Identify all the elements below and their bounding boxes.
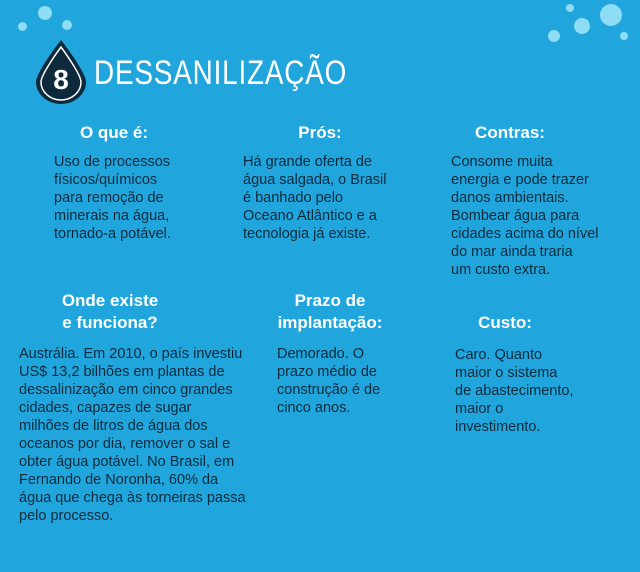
text-o-que-e: Uso de processos físicos/químicos para remoção de minerais na água, tornado-a potável.: [54, 154, 171, 242]
heading-contras: Contras:: [475, 123, 545, 142]
heading-onde-existe: Onde existe e funciona?: [61, 291, 159, 332]
bubble-decoration: [620, 32, 628, 40]
heading-custo: Custo:: [478, 313, 532, 332]
heading-o-que-e: O que é:: [79, 123, 148, 142]
text-pros: Há grande oferta de água salgada, o Brasil é banhado pelo Oceano Atlântico e a tecnologia já existe.: [243, 154, 387, 242]
bubble-decoration: [566, 4, 574, 12]
text-contras: Consome muita energia e pode trazer danos ambientais. Bombear água para cidades acima do nível do mar ainda traria um custo extra.: [451, 154, 599, 278]
section-number-badge: 8: [53, 64, 69, 95]
text-prazo: Demorado. O prazo médio de construção é de cinco anos.: [277, 346, 381, 416]
bubble-decoration: [62, 20, 72, 30]
bubble-decoration: [38, 6, 52, 20]
bubble-decoration: [600, 4, 622, 26]
text-onde-existe: Austrália. Em 2010, o país investiu US$ 13,2 bilhões em plantas de dessalinização em cinco grandes cidades, capazes de sugar milhões de litros de água dos oceanos por dia, remover o sal e obter água potável. No Brasil, em Fernando de Noronha, 60% da água que chega às torneiras passa pelo processo.: [19, 346, 246, 524]
text-custo: Caro. Quanto maior o sistema de abastecimento, maior o investimento.: [455, 347, 574, 435]
bubble-decoration: [574, 18, 590, 34]
bubble-decoration: [18, 22, 27, 31]
bubble-decoration: [548, 30, 560, 42]
heading-prazo: Prazo de implantação:: [277, 291, 383, 332]
heading-pros: Prós:: [298, 123, 342, 142]
page-title: DESSANILIZAÇÃO: [94, 54, 348, 92]
